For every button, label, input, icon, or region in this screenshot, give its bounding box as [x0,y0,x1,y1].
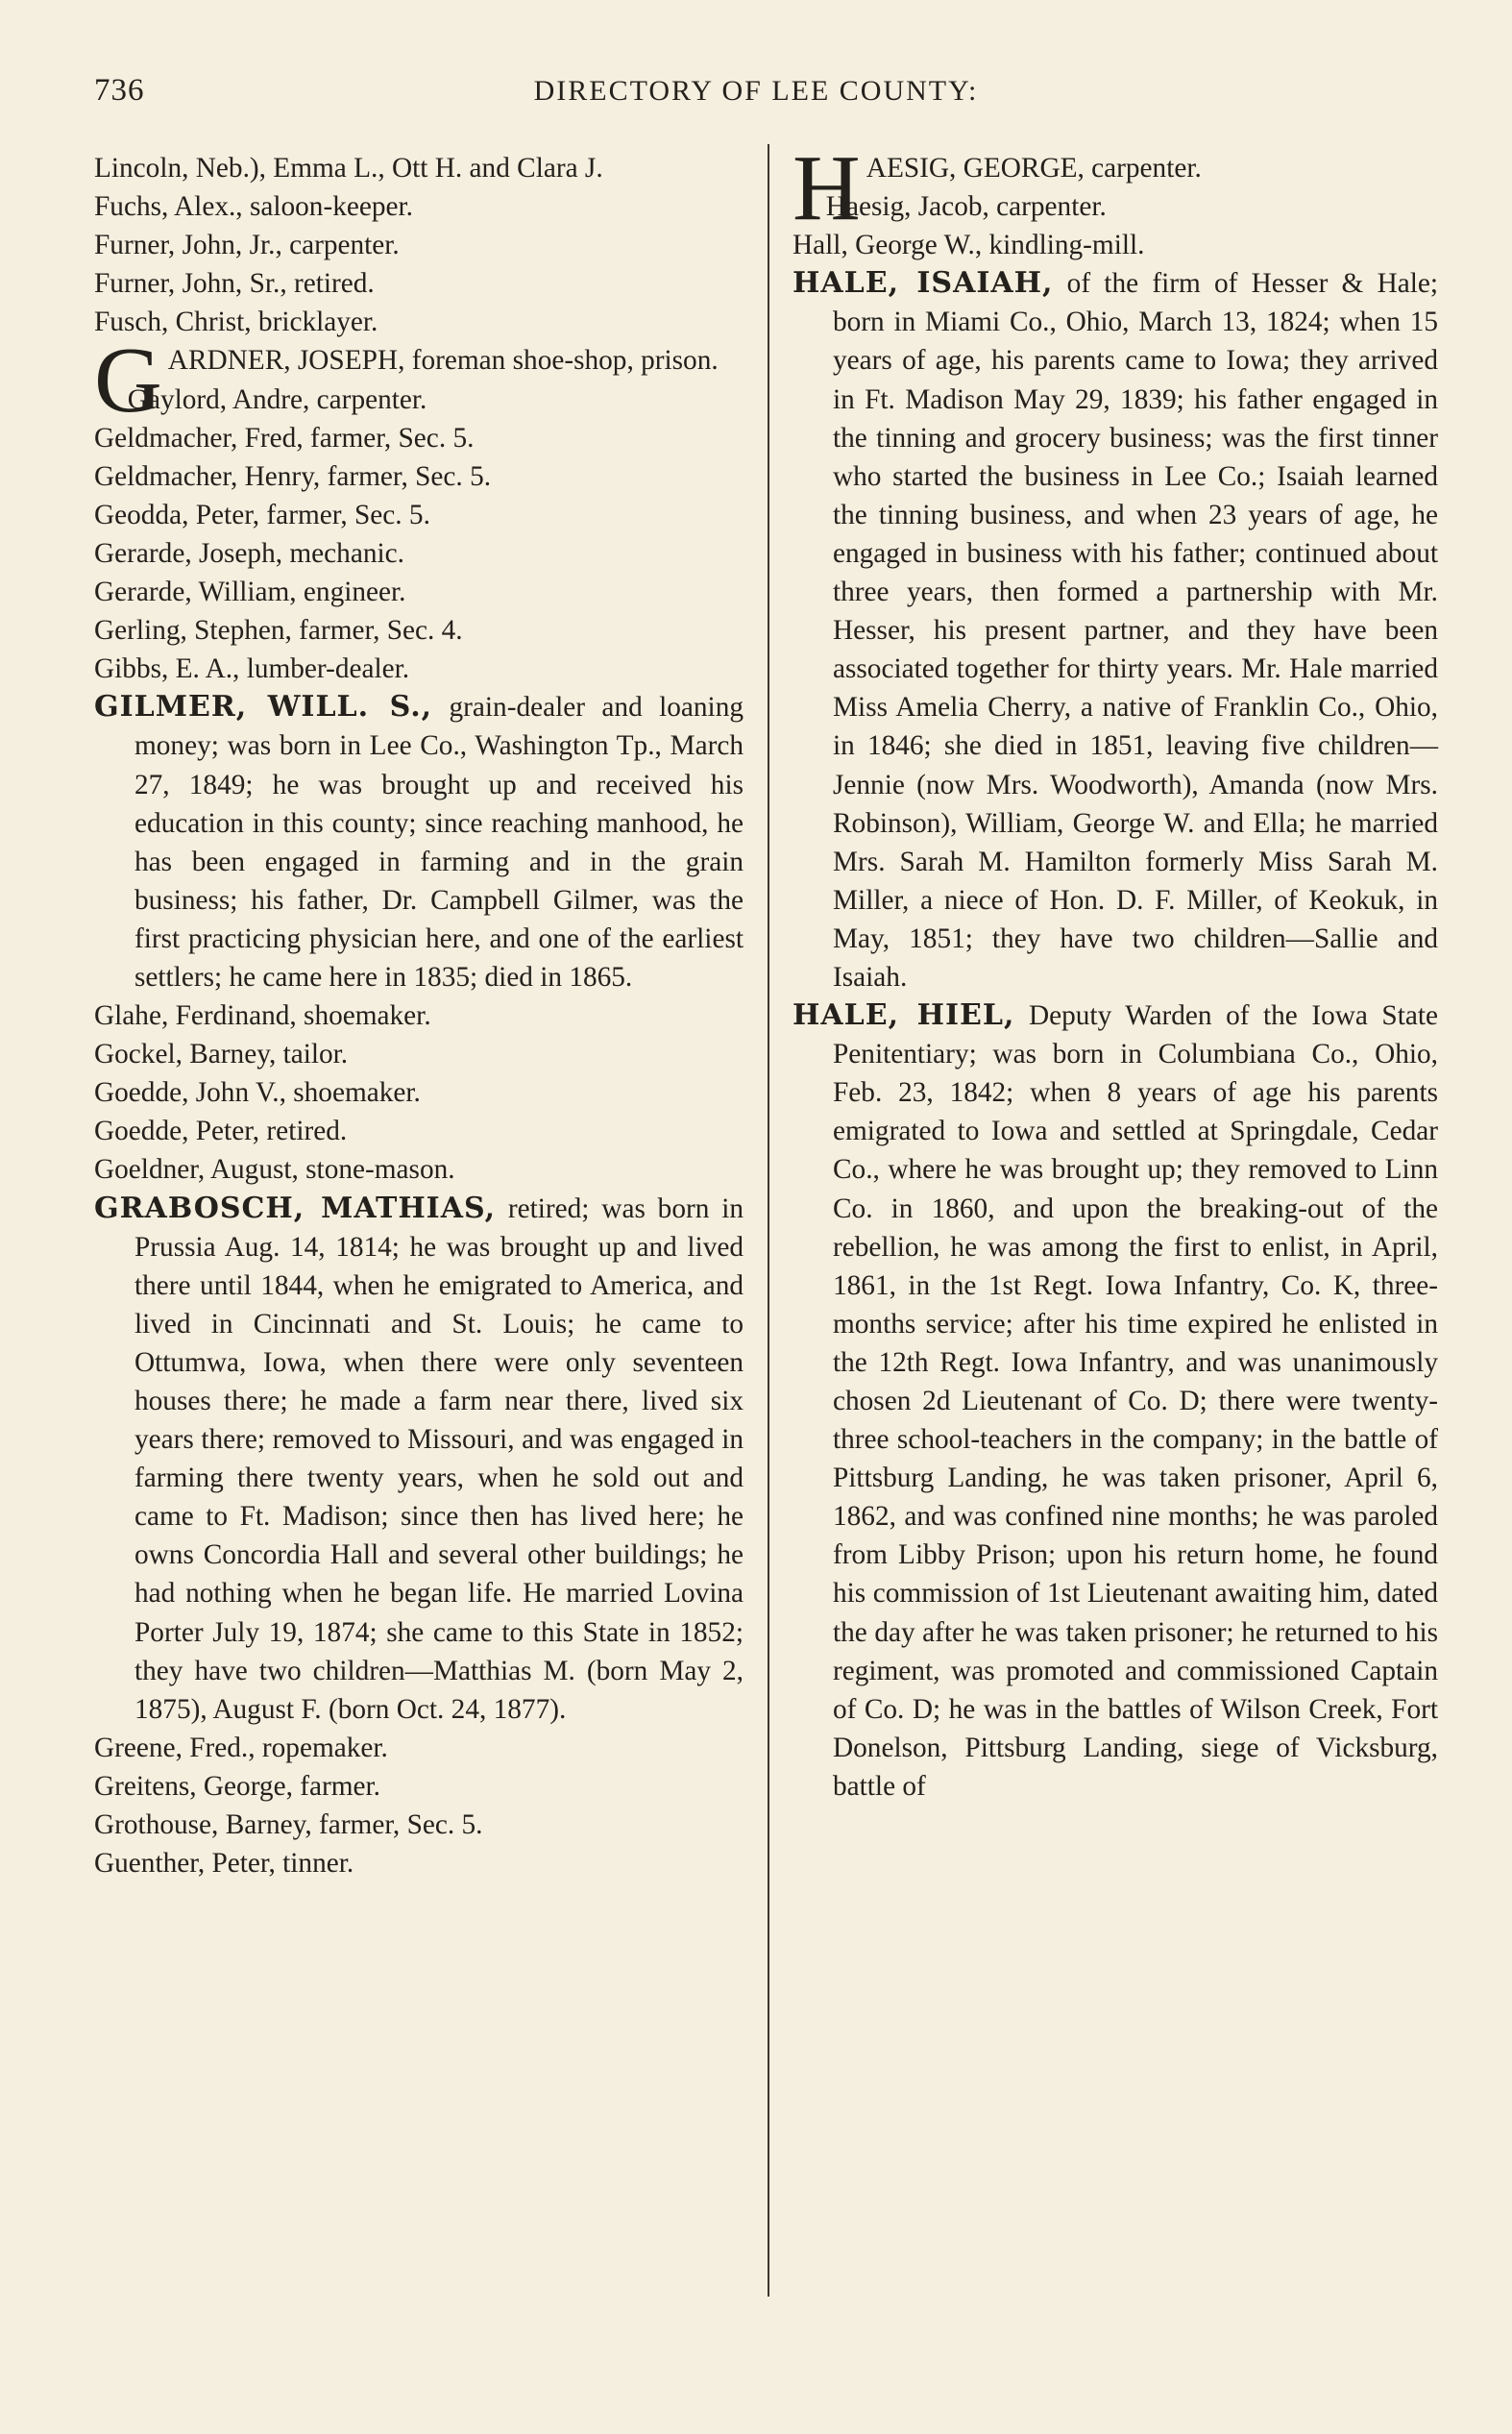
entry-text: Gerarde, Joseph, mechanic. [94,537,404,569]
directory-entry [94,457,744,496]
right-column [793,136,1439,1806]
entry-text: Gibbs, E. A., lumber-dealer. [94,653,410,685]
entry-text: Furner, John, Jr., carpenter. [94,230,400,261]
entry-text: Grothouse, Barney, farmer, Sec. 5. [94,1809,483,1841]
entry-text: Hall, George W., kindling-mill. [793,230,1145,261]
entry-text: Geldmacher, Henry, farmer, Sec. 5. [94,460,492,492]
entry-text: Goedde, John V., shoemaker. [94,1077,421,1109]
entry-text: Furner, John, Sr., retired. [94,268,375,300]
entry-text: of the firm of Hesser & Hale; born in Miami Co., Ohio, March 13, 1824; when 15 years of age, his parents came to Iowa; they arrived in Ft. Madison May 29, 1839; his father engaged in the tinning and grocery business; was the first tinner who started the business in Lee Co.; Isaiah learned the tinning business, and when 23 years of age, he engaged in business with his father; continued about three years, then formed a partnership with Mr. Hesser, his present partner, and they have been associated together for thirty years. Mr. Hale married Miss Amelia Cherry, a native of Franklin Co., Ohio, in 1846; she died in 1851, leaving five children—Jennie (now Mrs. Woodworth), Amanda (now Mrs. Robinson), William, George W. and Ella; he married Mrs. Sarah M. Hamilton formerly Miss Sarah M. Miller, a niece of Hon. D. F. Miller, of Keokuk, in May, 1851; they have two children—Sallie and Isaiah. [833,268,1439,993]
entry-text: Deputy Warden of the Iowa State Penitentiary; was born in Columbiana Co., Ohio, Feb. 23, 1842; when 8 years of age his parents emigrated to Iowa and settled at Springdale, Cedar Co., where he was brought up; they removed to Linn Co. in 1860, and upon the breaking-out of the rebellion, he was among the first to enlist, in April, 1861, in the 1st Regt. Iowa Infantry, Co. K, three-months service; after his time expired he enlisted in the 12th Regt. Iowa Infantry, and was unanimously chosen 2d Lieutenant of Co. D; there were twenty-three school-teachers in the company; in the battle of Pittsburg Landing, he was taken prisoner, April 6, 1862, and was confined nine months; he was paroled from Libby Prison; upon his return home, he found his commission of 1st Lieutenant awaiting him, dated the day after he was taken prisoner; he returned to his regiment, was promoted and commissioned Captain of Co. D; he was in the battles of Wilson Creek, Fort Donelson, Pittsburg Landing, siege of Vicksburg, battle of [833,1000,1438,1802]
directory-entry [94,1806,744,1844]
directory-entry [94,1112,744,1150]
entry-name: HALE, HIEL, [793,998,1015,1033]
drop-cap: H [793,136,861,240]
directory-entry [94,688,744,996]
directory-entry [94,226,744,264]
entry-text: AESIG, GEORGE, carpenter. [866,153,1202,184]
entry-text: Greitens, George, farmer. [94,1770,381,1802]
directory-entry [94,1073,744,1112]
directory-entry [94,187,744,226]
entry-name: GILMER, WILL. S., [94,690,433,725]
directory-entry [94,496,744,534]
directory-entry [793,187,1438,226]
column-divider [768,144,769,2297]
entry-text: ARDNER, JOSEPH, foreman shoe-shop, prison. [167,345,719,377]
directory-entry [94,534,744,573]
left-column [94,149,744,1882]
entry-text: Glahe, Ferdinand, shoemaker. [94,1000,431,1032]
entry-name: HALE, ISAIAH, [793,266,1054,301]
entry-text: Gerarde, William, engineer. [94,577,406,608]
drop-cap: G [94,329,162,433]
directory-entry [94,996,744,1035]
directory-entry [94,264,744,303]
directory-entry [793,996,1438,1806]
entry-text: Lincoln, Neb.), Emma L., Ott H. and Clara J. [94,153,603,184]
entry-text: Gerling, Stephen, farmer, Sec. 4. [94,615,463,647]
entry-text: grain-dealer and loaning money; was born in Lee Co., Washington Tp., March 27, 1849; he was brought up and received his education in this county; since reaching manhood, he has been engaged in farming and in the grain business; his father, Dr. Campbell Gilmer, was the first practicing physician here, and one of the earliest settlers; he came here in 1835; died in 1865. [134,692,744,993]
directory-entry [94,1190,744,1729]
entry-text: Geodda, Peter, farmer, Sec. 5. [94,499,430,530]
directory-entry [94,381,744,419]
entry-text: Goedde, Peter, retired. [94,1116,348,1147]
directory-entry [94,611,744,650]
running-head: DIRECTORY OF LEE COUNTY: [533,75,979,107]
entry-text: Goeldner, August, stone-mason. [94,1154,455,1186]
directory-entry [94,573,744,611]
directory-entry [793,264,1438,996]
page-number: 736 [94,73,145,108]
directory-entry [94,149,744,187]
directory-entry [793,226,1438,264]
entry-text: Haesig, Jacob, carpenter. [825,191,1107,223]
directory-entry [94,1035,744,1073]
directory-entry [94,1729,744,1767]
entry-text: Gockel, Barney, tailor. [94,1039,349,1070]
entry-text: Fuchs, Alex., saloon-keeper. [94,191,413,223]
entry-text: Fusch, Christ, bricklayer. [94,307,378,338]
directory-entry [94,1844,744,1882]
directory-entry [94,303,744,341]
entry-text: Guenther, Peter, tinner. [94,1848,354,1880]
entry-text: Greene, Fred., ropemaker. [94,1732,388,1763]
directory-entry [94,419,744,457]
entry-name: GRABOSCH, MATHIAS, [94,1191,497,1225]
directory-entry [94,650,744,688]
entry-text: Geldmacher, Fred, farmer, Sec. 5. [94,422,475,454]
directory-entry [94,1767,744,1806]
directory-entry [94,1150,744,1189]
entry-text: retired; was born in Prussia Aug. 14, 1814; he was brought up and lived there until 1844, when he emigrated to America, and lived in Cincinnati and St. Louis; he came to Ottumwa, Iowa, when there were only seventeen houses there; he made a farm near there, lived six years there; removed to Missouri, and was engaged in farming there twenty years, when he sold out and came to Ft. Madison; since then has lived here; he owns Concordia Hall and several other buildings; he had nothing when he began life. He married Lovina Porter July 19, 1874; she came to this State in 1852; they have two children—Matthias M. (born May 2, 1875), August F. (born Oct. 24, 1877). [134,1192,744,1725]
entry-text: Gaylord, Andre, carpenter. [127,383,427,415]
